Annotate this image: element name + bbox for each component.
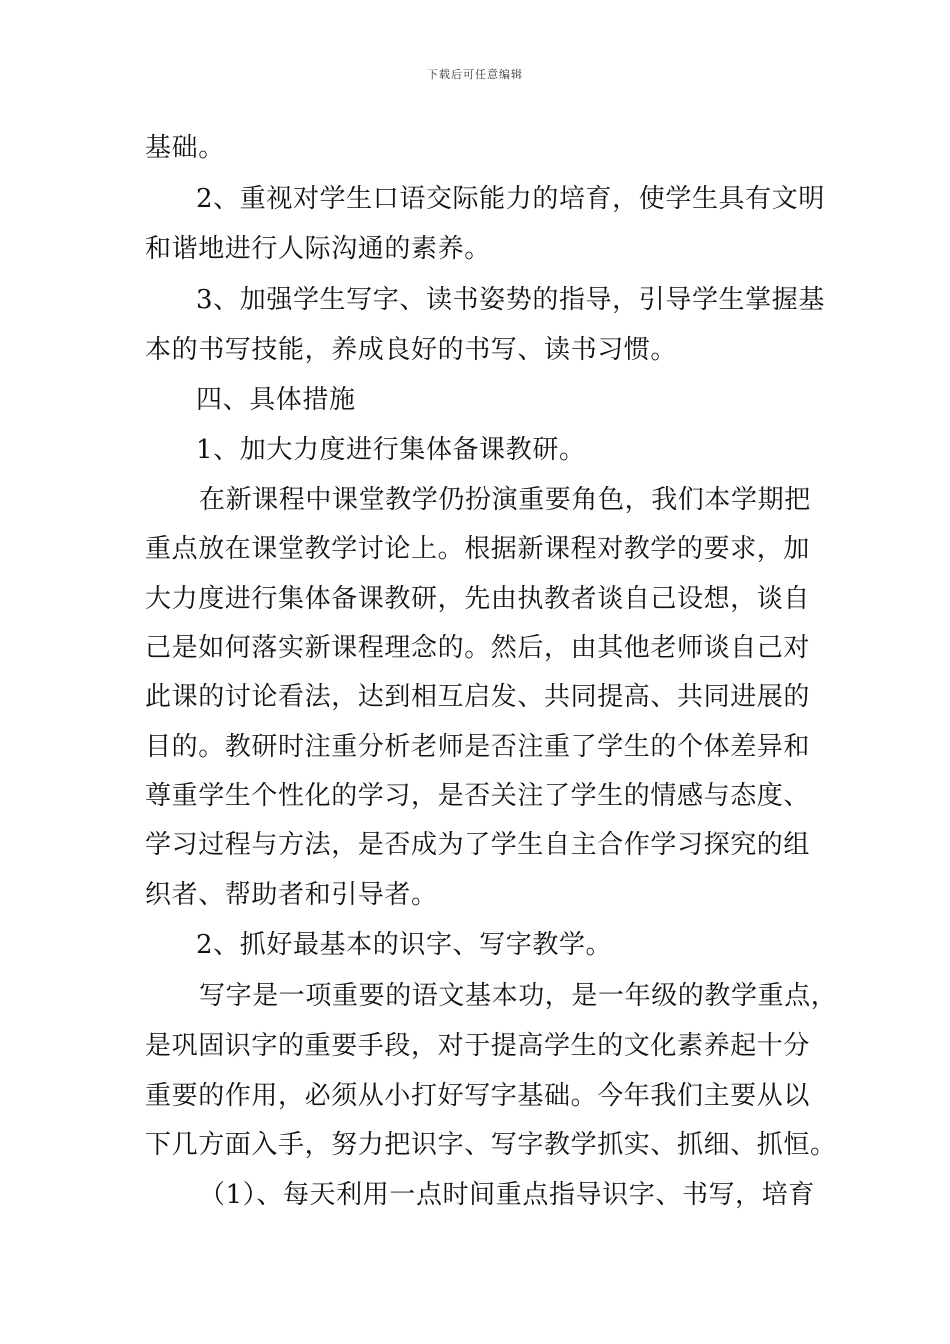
text-line: 织者、帮助者和引导者。 <box>145 880 438 910</box>
text-line: 在新课程中课堂教学仍扮演重要角色，我们本学期把 <box>199 485 811 515</box>
text-line: 学习过程与方法，是否成为了学生自主合作学习探究的组 <box>145 830 811 860</box>
text-line: 本的书写技能，养成良好的书写、读书习惯。 <box>145 335 678 365</box>
text-line: 此课的讨论看法，达到相互启发、共同提高、共同进展的 <box>145 682 811 712</box>
text-line: 重要的作用，必须从小打好写字基础。今年我们主要从以 <box>145 1081 811 1111</box>
text-line: 目的。教研时注重分析老师是否注重了学生的个体差异和 <box>145 732 811 762</box>
text-line: 下几方面入手，努力把识字、写字教学抓实、抓细、抓恒。 <box>145 1130 837 1160</box>
page-header: 下载后可任意编辑 <box>427 68 523 81</box>
text-line: 1、加大力度进行集体备课教研。 <box>196 435 586 465</box>
text-line: 写字是一项重要的语文基本功，是一年级的教学重点， <box>199 981 838 1011</box>
text-line: 和谐地进行人际沟通的素养。 <box>145 234 491 264</box>
text-line: 是巩固识字的重要手段，对于提高学生的文化素养起十分 <box>145 1031 811 1061</box>
text-line: 大力度进行集体备课教研，先由执教者谈自己设想，谈自 <box>145 584 811 614</box>
text-line: （1）、每天利用一点时间重点指导识字、书写，培育 <box>199 1180 815 1210</box>
text-line: 2、抓好最基本的识字、写字教学。 <box>196 930 613 960</box>
text-line: 重点放在课堂教学讨论上。根据新课程对教学的要求，加 <box>145 534 811 564</box>
text-line: 己是如何落实新课程理念的。然后，由其他老师谈自己对 <box>145 633 811 663</box>
text-line: 尊重学生个性化的学习，是否关注了学生的情感与态度、 <box>145 781 811 811</box>
text-line: 四、具体措施 <box>196 385 356 415</box>
text-line: 3、加强学生写字、读书姿势的指导，引导学生掌握基 <box>196 285 825 315</box>
text-line: 2、重视对学生口语交际能力的培育，使学生具有文明 <box>196 184 825 214</box>
text-line: 基础。 <box>145 133 225 163</box>
